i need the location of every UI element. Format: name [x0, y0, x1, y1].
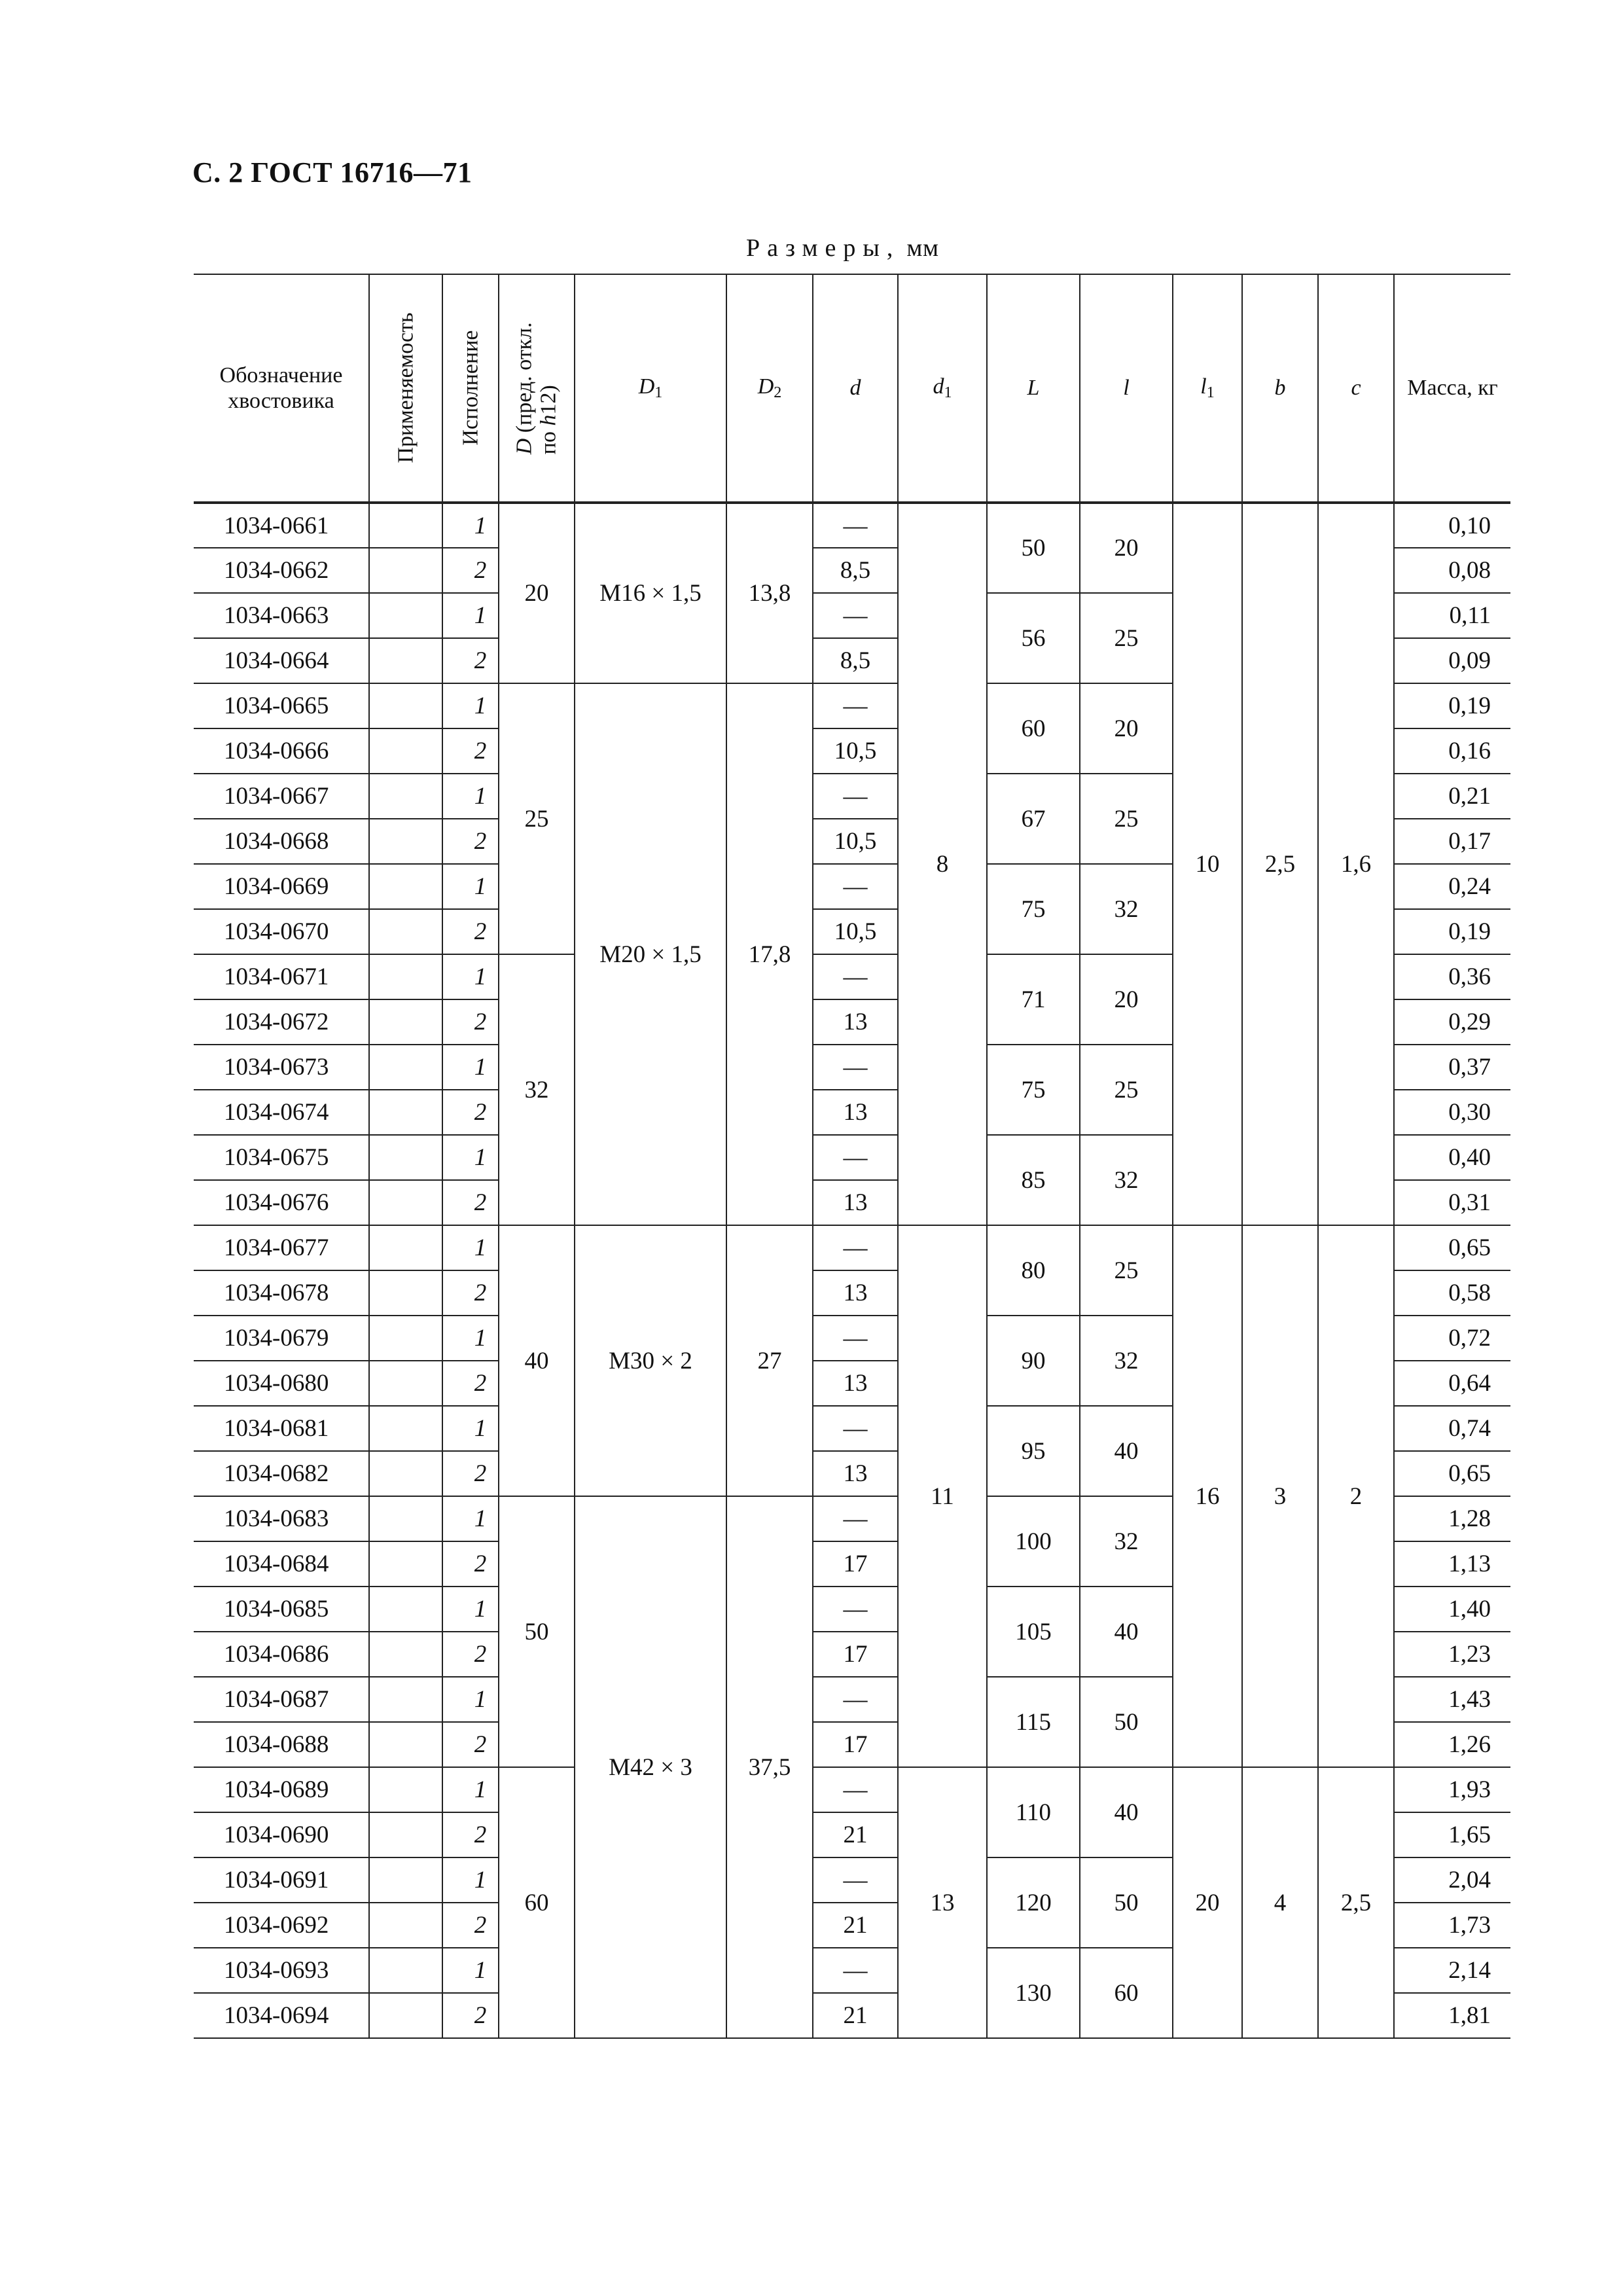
cell-oboznachenie: 1034-0680 [194, 1361, 369, 1406]
cell-d: — [813, 1496, 898, 1541]
cell-primenyaemost [369, 548, 442, 593]
cell-primenyaemost [369, 1316, 442, 1361]
cell-d: 13 [813, 1180, 898, 1225]
cell-massa: 0,30 [1394, 1090, 1510, 1135]
cell-l: 50 [1080, 1677, 1173, 1767]
cell-massa: 1,28 [1394, 1496, 1510, 1541]
cell-d: 13 [813, 1090, 898, 1135]
header-ispolnenie [442, 274, 499, 503]
header-D2 [726, 274, 813, 503]
cell-primenyaemost [369, 1948, 442, 1993]
cell-D1: M16 × 1,5 [575, 503, 726, 683]
cell-oboznachenie: 1034-0685 [194, 1587, 369, 1632]
cell-d: — [813, 1767, 898, 1812]
cell-oboznachenie: 1034-0688 [194, 1722, 369, 1767]
cell-ispolnenie: 1 [442, 864, 499, 909]
cell-ispolnenie: 2 [442, 1632, 499, 1677]
header-l1-letter: l [1200, 374, 1207, 399]
cell-primenyaemost [369, 1496, 442, 1541]
cell-L: 80 [987, 1225, 1080, 1316]
cell-massa: 0,19 [1394, 909, 1510, 954]
cell-primenyaemost [369, 819, 442, 864]
cell-d: 17 [813, 1722, 898, 1767]
cell-oboznachenie: 1034-0671 [194, 954, 369, 999]
cell-d: 13 [813, 1451, 898, 1496]
cell-d: 21 [813, 1903, 898, 1948]
cell-primenyaemost [369, 593, 442, 638]
cell-massa: 0,17 [1394, 819, 1510, 864]
cell-oboznachenie: 1034-0668 [194, 819, 369, 864]
header-b-letter: b [1274, 376, 1286, 401]
cell-oboznachenie: 1034-0690 [194, 1812, 369, 1857]
cell-massa: 1,93 [1394, 1767, 1510, 1812]
cell-oboznachenie: 1034-0670 [194, 909, 369, 954]
cell-massa: 0,10 [1394, 503, 1510, 548]
cell-l: 20 [1080, 503, 1173, 593]
cell-massa: 0,65 [1394, 1225, 1510, 1270]
cell-oboznachenie: 1034-0672 [194, 999, 369, 1045]
cell-oboznachenie: 1034-0686 [194, 1632, 369, 1677]
cell-L: 75 [987, 864, 1080, 954]
cell-d: — [813, 774, 898, 819]
header-ispolnenie-text: Исполнение [458, 330, 483, 446]
cell-l: 32 [1080, 1496, 1173, 1587]
shank-dimensions-table [194, 274, 1510, 2039]
cell-ispolnenie: 1 [442, 1406, 499, 1451]
cell-ispolnenie: 2 [442, 999, 499, 1045]
cell-oboznachenie: 1034-0669 [194, 864, 369, 909]
table-row [194, 1767, 1510, 1812]
cell-oboznachenie: 1034-0692 [194, 1903, 369, 1948]
cell-L: 110 [987, 1767, 1080, 1857]
cell-L: 85 [987, 1135, 1080, 1225]
cell-ispolnenie: 1 [442, 1948, 499, 1993]
cell-oboznachenie: 1034-0691 [194, 1857, 369, 1903]
cell-oboznachenie: 1034-0687 [194, 1677, 369, 1722]
cell-c: 1,6 [1318, 503, 1394, 1225]
cell-d: 13 [813, 1270, 898, 1316]
cell-primenyaemost [369, 1767, 442, 1812]
cell-massa: 0,24 [1394, 864, 1510, 909]
cell-d: — [813, 1225, 898, 1270]
cell-massa: 1,43 [1394, 1677, 1510, 1722]
cell-ispolnenie: 2 [442, 1722, 499, 1767]
cell-d: 13 [813, 1361, 898, 1406]
cell-primenyaemost [369, 1135, 442, 1180]
cell-d: 10,5 [813, 728, 898, 774]
cell-ispolnenie: 1 [442, 1767, 499, 1812]
cell-d: — [813, 503, 898, 548]
cell-primenyaemost [369, 503, 442, 548]
cell-oboznachenie: 1034-0661 [194, 503, 369, 548]
cell-L: 130 [987, 1948, 1080, 2038]
cell-l: 20 [1080, 954, 1173, 1045]
cell-d: 10,5 [813, 819, 898, 864]
cell-d: — [813, 1135, 898, 1180]
cell-massa: 2,14 [1394, 1948, 1510, 1993]
cell-massa: 0,37 [1394, 1045, 1510, 1090]
header-d1 [898, 274, 987, 503]
table-row [194, 503, 1510, 548]
cell-D: 50 [499, 1496, 575, 1767]
cell-L: 90 [987, 1316, 1080, 1406]
cell-l: 25 [1080, 774, 1173, 864]
cell-ispolnenie: 1 [442, 954, 499, 999]
cell-b: 3 [1242, 1225, 1318, 1767]
cell-D2: 37,5 [726, 1496, 813, 2038]
cell-b: 4 [1242, 1767, 1318, 2038]
cell-L: 60 [987, 683, 1080, 774]
cell-d: — [813, 683, 898, 728]
cell-ispolnenie: 1 [442, 1587, 499, 1632]
cell-D2: 17,8 [726, 683, 813, 1225]
cell-L: 120 [987, 1857, 1080, 1948]
cell-primenyaemost [369, 1812, 442, 1857]
cell-D: 32 [499, 954, 575, 1225]
cell-primenyaemost [369, 1225, 442, 1270]
cell-primenyaemost [369, 1406, 442, 1451]
table-row [194, 1225, 1510, 1270]
header-d-letter: d [849, 376, 861, 401]
cell-oboznachenie: 1034-0682 [194, 1451, 369, 1496]
cell-l: 32 [1080, 864, 1173, 954]
header-D [499, 274, 575, 503]
cell-d: 17 [813, 1632, 898, 1677]
cell-ispolnenie: 2 [442, 1180, 499, 1225]
header-D1-letter: D [638, 374, 655, 399]
cell-D: 60 [499, 1767, 575, 2038]
cell-l: 32 [1080, 1316, 1173, 1406]
cell-massa: 1,23 [1394, 1632, 1510, 1677]
cell-ispolnenie: 2 [442, 1812, 499, 1857]
cell-l: 40 [1080, 1767, 1173, 1857]
cell-primenyaemost [369, 954, 442, 999]
header-D2-sub: 2 [774, 384, 782, 402]
header-D1-sub: 1 [654, 384, 663, 402]
cell-ispolnenie: 2 [442, 819, 499, 864]
cell-d: — [813, 593, 898, 638]
cell-d: 8,5 [813, 548, 898, 593]
cell-d: 21 [813, 1812, 898, 1857]
cell-ispolnenie: 1 [442, 503, 499, 548]
table-body [194, 503, 1510, 2038]
cell-massa: 0,08 [1394, 548, 1510, 593]
cell-ispolnenie: 2 [442, 1903, 499, 1948]
cell-d: — [813, 954, 898, 999]
cell-massa: 1,81 [1394, 1993, 1510, 2038]
cell-ispolnenie: 1 [442, 1857, 499, 1903]
cell-primenyaemost [369, 1045, 442, 1090]
cell-massa: 2,04 [1394, 1857, 1510, 1903]
cell-primenyaemost [369, 1451, 442, 1496]
cell-ispolnenie: 2 [442, 728, 499, 774]
header-primenyaemost [369, 274, 442, 503]
cell-D: 40 [499, 1225, 575, 1496]
cell-primenyaemost [369, 638, 442, 683]
cell-l: 40 [1080, 1406, 1173, 1496]
cell-ispolnenie: 1 [442, 1677, 499, 1722]
cell-primenyaemost [369, 999, 442, 1045]
cell-massa: 0,65 [1394, 1451, 1510, 1496]
cell-d: — [813, 1948, 898, 1993]
cell-d: 8,5 [813, 638, 898, 683]
cell-massa: 0,40 [1394, 1135, 1510, 1180]
cell-D: 20 [499, 503, 575, 683]
cell-oboznachenie: 1034-0683 [194, 1496, 369, 1541]
header-D-letter: D [512, 438, 537, 454]
cell-d: 10,5 [813, 909, 898, 954]
cell-massa: 1,26 [1394, 1722, 1510, 1767]
cell-d: — [813, 1045, 898, 1090]
header-b [1242, 274, 1318, 503]
cell-primenyaemost [369, 1903, 442, 1948]
cell-d: — [813, 1857, 898, 1903]
cell-oboznachenie: 1034-0676 [194, 1180, 369, 1225]
cell-massa: 0,36 [1394, 954, 1510, 999]
cell-ispolnenie: 1 [442, 1135, 499, 1180]
cell-d: 13 [813, 999, 898, 1045]
cell-oboznachenie: 1034-0689 [194, 1767, 369, 1812]
cell-l: 40 [1080, 1587, 1173, 1677]
header-D-text [512, 322, 562, 454]
cell-D: 25 [499, 683, 575, 954]
header-l1 [1173, 274, 1242, 503]
cell-oboznachenie: 1034-0666 [194, 728, 369, 774]
cell-primenyaemost [369, 1722, 442, 1767]
cell-l1: 10 [1173, 503, 1242, 1225]
cell-ispolnenie: 2 [442, 1451, 499, 1496]
cell-L: 56 [987, 593, 1080, 683]
cell-primenyaemost [369, 1090, 442, 1135]
cell-D1: M42 × 3 [575, 1496, 726, 2038]
cell-d: — [813, 1587, 898, 1632]
cell-massa: 0,21 [1394, 774, 1510, 819]
cell-massa: 1,65 [1394, 1812, 1510, 1857]
cell-L: 71 [987, 954, 1080, 1045]
cell-primenyaemost [369, 728, 442, 774]
cell-L: 67 [987, 774, 1080, 864]
header-D-line2a: по [537, 425, 562, 454]
cell-primenyaemost [369, 1587, 442, 1632]
cell-oboznachenie: 1034-0674 [194, 1090, 369, 1135]
header-l1-sub: 1 [1206, 384, 1215, 402]
cell-oboznachenie: 1034-0684 [194, 1541, 369, 1587]
header-c [1318, 274, 1394, 503]
cell-oboznachenie: 1034-0679 [194, 1316, 369, 1361]
header-D-line2b: 12) [537, 384, 562, 415]
cell-oboznachenie: 1034-0681 [194, 1406, 369, 1451]
cell-d1: 8 [898, 503, 987, 1225]
cell-ispolnenie: 1 [442, 593, 499, 638]
cell-ispolnenie: 2 [442, 1090, 499, 1135]
cell-primenyaemost [369, 1993, 442, 2038]
cell-b: 2,5 [1242, 503, 1318, 1225]
cell-L: 75 [987, 1045, 1080, 1135]
table-header-row [194, 274, 1510, 503]
cell-ispolnenie: 2 [442, 1541, 499, 1587]
cell-l: 20 [1080, 683, 1173, 774]
dimensions-caption-label: Размеры, [746, 234, 901, 262]
cell-l1: 16 [1173, 1225, 1242, 1767]
cell-primenyaemost [369, 1677, 442, 1722]
header-massa: Масса, кг [1394, 274, 1510, 503]
cell-primenyaemost [369, 1270, 442, 1316]
cell-d: 17 [813, 1541, 898, 1587]
cell-L: 105 [987, 1587, 1080, 1677]
header-D-rest: (пред. откл. [512, 322, 537, 439]
cell-oboznachenie: 1034-0677 [194, 1225, 369, 1270]
cell-D2: 13,8 [726, 503, 813, 683]
cell-massa: 0,09 [1394, 638, 1510, 683]
cell-c: 2,5 [1318, 1767, 1394, 2038]
cell-oboznachenie: 1034-0678 [194, 1270, 369, 1316]
header-oboznachenie: Обозначение хвостовика [194, 274, 369, 503]
header-d [813, 274, 898, 503]
cell-ispolnenie: 1 [442, 774, 499, 819]
cell-L: 115 [987, 1677, 1080, 1767]
cell-massa: 0,58 [1394, 1270, 1510, 1316]
cell-massa: 0,19 [1394, 683, 1510, 728]
cell-l: 32 [1080, 1135, 1173, 1225]
header-primenyaemost-text: Применяемость [393, 312, 418, 464]
cell-oboznachenie: 1034-0662 [194, 548, 369, 593]
cell-l: 50 [1080, 1857, 1173, 1948]
cell-D1: M20 × 1,5 [575, 683, 726, 1225]
cell-oboznachenie: 1034-0694 [194, 1993, 369, 2038]
cell-primenyaemost [369, 864, 442, 909]
cell-ispolnenie: 2 [442, 1993, 499, 2038]
cell-ispolnenie: 1 [442, 1225, 499, 1270]
header-L-letter: L [1027, 376, 1040, 401]
header-l-letter: l [1123, 376, 1130, 401]
cell-massa: 0,11 [1394, 593, 1510, 638]
cell-primenyaemost [369, 774, 442, 819]
cell-L: 100 [987, 1496, 1080, 1587]
cell-ispolnenie: 1 [442, 683, 499, 728]
cell-massa: 0,29 [1394, 999, 1510, 1045]
cell-l: 25 [1080, 1045, 1173, 1135]
cell-l: 25 [1080, 1225, 1173, 1316]
cell-oboznachenie: 1034-0665 [194, 683, 369, 728]
cell-d: — [813, 1406, 898, 1451]
cell-l: 25 [1080, 593, 1173, 683]
header-l [1080, 274, 1173, 503]
cell-massa: 1,73 [1394, 1903, 1510, 1948]
header-D-line2h: h [537, 414, 562, 426]
cell-oboznachenie: 1034-0693 [194, 1948, 369, 1993]
header-d1-letter: d [933, 374, 944, 399]
cell-primenyaemost [369, 1632, 442, 1677]
cell-primenyaemost [369, 1541, 442, 1587]
cell-c: 2 [1318, 1225, 1394, 1767]
cell-primenyaemost [369, 909, 442, 954]
cell-d: — [813, 1677, 898, 1722]
header-D2-letter: D [757, 374, 774, 399]
header-D1 [575, 274, 726, 503]
cell-ispolnenie: 2 [442, 909, 499, 954]
cell-L: 50 [987, 503, 1080, 593]
cell-oboznachenie: 1034-0675 [194, 1135, 369, 1180]
cell-primenyaemost [369, 683, 442, 728]
header-L [987, 274, 1080, 503]
cell-massa: 0,64 [1394, 1361, 1510, 1406]
cell-massa: 0,31 [1394, 1180, 1510, 1225]
cell-ispolnenie: 1 [442, 1045, 499, 1090]
cell-ispolnenie: 1 [442, 1496, 499, 1541]
cell-primenyaemost [369, 1180, 442, 1225]
cell-oboznachenie: 1034-0664 [194, 638, 369, 683]
cell-l1: 20 [1173, 1767, 1242, 2038]
cell-massa: 0,74 [1394, 1406, 1510, 1451]
cell-ispolnenie: 2 [442, 638, 499, 683]
cell-ispolnenie: 2 [442, 1361, 499, 1406]
cell-D2: 27 [726, 1225, 813, 1496]
cell-l: 60 [1080, 1948, 1173, 2038]
header-c-letter: c [1351, 376, 1361, 401]
cell-ispolnenie: 1 [442, 1316, 499, 1361]
cell-primenyaemost [369, 1361, 442, 1406]
cell-massa: 0,72 [1394, 1316, 1510, 1361]
cell-primenyaemost [369, 1857, 442, 1903]
cell-oboznachenie: 1034-0673 [194, 1045, 369, 1090]
cell-ispolnenie: 2 [442, 548, 499, 593]
cell-d: — [813, 864, 898, 909]
cell-d: 21 [813, 1993, 898, 2038]
cell-L: 95 [987, 1406, 1080, 1496]
dimensions-caption-unit: мм [900, 234, 939, 262]
header-d1-sub: 1 [944, 384, 952, 402]
dimensions-caption [746, 234, 939, 262]
cell-oboznachenie: 1034-0663 [194, 593, 369, 638]
page-header: С. 2 ГОСТ 16716—71 [192, 156, 473, 188]
cell-oboznachenie: 1034-0667 [194, 774, 369, 819]
cell-d: — [813, 1316, 898, 1361]
cell-massa: 1,13 [1394, 1541, 1510, 1587]
cell-massa: 0,16 [1394, 728, 1510, 774]
cell-massa: 1,40 [1394, 1587, 1510, 1632]
cell-d1: 13 [898, 1767, 987, 2038]
cell-D1: M30 × 2 [575, 1225, 726, 1496]
cell-d1: 11 [898, 1225, 987, 1767]
cell-ispolnenie: 2 [442, 1270, 499, 1316]
